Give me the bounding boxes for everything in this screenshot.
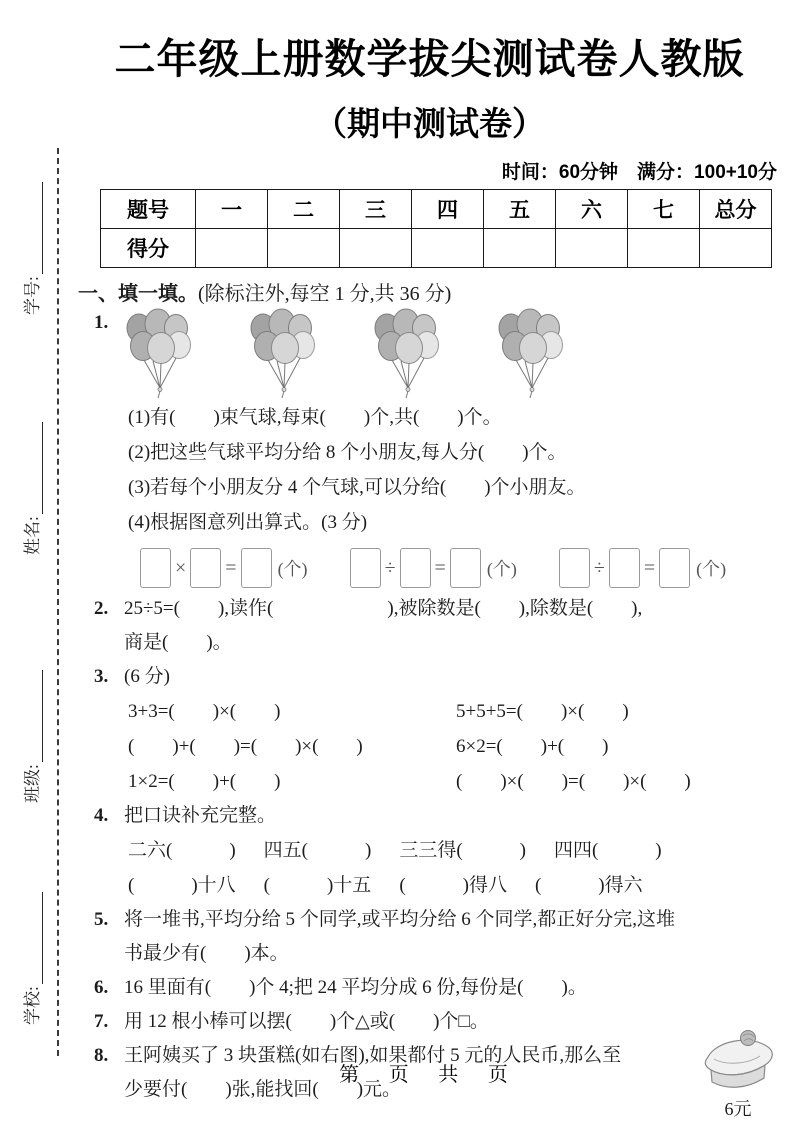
page-title: 二年级上册数学拔尖测试卷人教版: [114, 36, 745, 82]
question-3-equation: ( )×( )=( )×( ): [456, 771, 691, 792]
mnemonic-blank: 四五( ): [263, 840, 372, 861]
question-2-number: 2.: [94, 598, 109, 619]
question-3-equation: 1×2=( )+( ): [128, 771, 281, 792]
exam-meta: 时间：60分钟 满分：100+10分: [501, 162, 777, 183]
question-3-row-3: [128, 764, 779, 799]
score-cell: [196, 229, 268, 268]
score-col-6: 六: [556, 190, 628, 229]
score-col-7: 七: [628, 190, 700, 229]
score-col-5: 五: [484, 190, 556, 229]
balloon-images-row: [124, 308, 566, 400]
paper-content: [78, 0, 779, 1119]
question-2-text: 25÷5=( ),读作( ),被除数是( ),除数是( ),: [124, 598, 643, 619]
score-cell: [268, 229, 340, 268]
mnemonic-blank: 四四( ): [553, 840, 662, 861]
student-id-blank-line: [27, 182, 43, 274]
equation-unit: (个): [277, 559, 308, 579]
question-1-sub-2: (2)把这些气球平均分给 8 个小朋友,每人分( )个。: [128, 442, 567, 463]
question-7: [94, 1005, 779, 1039]
answer-box: [140, 548, 171, 588]
question-8-text: 王阿姨买了 3 块蛋糕(如右图),如果都付 5 元的人民币,那么至: [124, 1045, 622, 1066]
question-3-equation: 6×2=( )+( ): [456, 736, 609, 757]
score-row-label: 得分: [101, 229, 196, 268]
score-cell: [340, 229, 412, 268]
question-1-sub-4: (4)根据图意列出算式。(3 分): [128, 512, 368, 533]
score-col-total: 总分: [700, 190, 772, 229]
answer-box: [659, 548, 690, 588]
operator-equals: =: [434, 556, 446, 579]
question-4: [94, 799, 779, 833]
equation-group-divide-1: [346, 548, 517, 588]
question-1: [94, 306, 779, 400]
answer-box: [190, 548, 221, 588]
question-3-equation: ( )+( )=( )×( ): [128, 736, 363, 757]
student-name-label: 姓名:: [23, 516, 42, 555]
equation-group-divide-2: [555, 548, 726, 588]
answer-box: [450, 548, 481, 588]
score-cell: [700, 229, 772, 268]
question-3-number: 3.: [94, 666, 109, 687]
score-col-2: 二: [268, 190, 340, 229]
balloon-bunch-icon: [248, 308, 318, 400]
question-3-equation: 5+5+5=( )×( ): [456, 701, 629, 722]
score-table: [100, 189, 772, 268]
question-3-row-2: [128, 729, 779, 764]
student-id-field: [17, 115, 43, 315]
question-3-points: (6 分): [124, 666, 170, 687]
operator-equals: =: [225, 556, 237, 579]
answer-box: [609, 548, 640, 588]
operator-divide: ÷: [384, 556, 396, 579]
student-name-field: [17, 355, 43, 555]
question-3-equation: 3+3=( )×( ): [128, 701, 281, 722]
page-footer: 第 页 共 页: [339, 1064, 520, 1086]
section-1-heading-note: (除标注外,每空 1 分,共 36 分): [198, 283, 452, 305]
mnemonic-blank: ( )十八: [128, 875, 236, 896]
question-1-number: 1.: [94, 312, 109, 333]
section-1-heading: [78, 277, 779, 306]
score-table-corner: 题号: [101, 190, 196, 229]
cake-price-label: 6元: [724, 1099, 752, 1119]
question-7-text: 用 12 根小棒可以摆( )个△或( )个□。: [124, 1011, 489, 1032]
mnemonic-blank: ( )得八: [399, 875, 507, 896]
mnemonic-blank: 三三得( ): [399, 840, 526, 861]
question-6: [94, 971, 779, 1005]
score-cell: [412, 229, 484, 268]
question-6-number: 6.: [94, 977, 109, 998]
page-subtitle: （期中测试卷）: [314, 105, 545, 142]
mnemonic-blank: 二六( ): [128, 840, 236, 861]
answer-box: [241, 548, 272, 588]
question-2: [94, 592, 779, 626]
score-table-header-row: [101, 190, 772, 229]
student-id-label: 学号:: [23, 276, 42, 315]
question-1-equation-row: [136, 548, 779, 588]
school-field: [17, 825, 43, 1025]
question-3: [94, 660, 779, 694]
mnemonic-blank: ( )得六: [534, 875, 643, 896]
equation-group-multiply: [136, 548, 308, 588]
score-cell: [628, 229, 700, 268]
question-7-number: 7.: [94, 1011, 109, 1032]
section-1-heading-title: 一、填一填。: [78, 283, 198, 305]
equation-unit: (个): [486, 559, 517, 579]
question-4-row-1: [128, 833, 779, 868]
score-col-3: 三: [340, 190, 412, 229]
equation-unit: (个): [696, 559, 727, 579]
class-field: [17, 603, 43, 803]
class-label: 班级:: [23, 764, 42, 803]
question-6-text: 16 里面有( )个 4;把 24 平均分成 6 份,每份是( )。: [124, 977, 587, 998]
school-blank-line: [27, 892, 43, 984]
score-cell: [556, 229, 628, 268]
score-cell: [484, 229, 556, 268]
question-5-text-line-2: 书最少有( )本。: [124, 943, 289, 964]
question-2-text-line-2: 商是( )。: [124, 632, 232, 653]
school-label: 学校:: [23, 986, 42, 1025]
question-3-row-1: [128, 694, 779, 729]
fold-dashed-line: [57, 148, 59, 1056]
balloon-bunch-icon: [372, 308, 442, 400]
score-table-score-row: [101, 229, 772, 268]
operator-divide: ÷: [593, 556, 605, 579]
balloon-bunch-icon: [124, 308, 194, 400]
operator-multiply: ×: [175, 556, 187, 579]
score-col-1: 一: [196, 190, 268, 229]
question-8-number: 8.: [94, 1045, 109, 1066]
question-5: [94, 903, 779, 937]
student-name-blank-line: [27, 422, 43, 514]
mnemonic-blank: ( )十五: [263, 875, 372, 896]
balloon-bunch-icon: [496, 308, 566, 400]
answer-box: [350, 548, 381, 588]
question-5-text: 将一堆书,平均分给 5 个同学,或平均分给 6 个同学,都正好分完,这堆: [124, 909, 676, 930]
question-4-text: 把口诀补充完整。: [124, 805, 277, 826]
question-4-row-2: [128, 868, 779, 903]
score-col-4: 四: [412, 190, 484, 229]
class-blank-line: [27, 670, 43, 762]
question-4-number: 4.: [94, 805, 109, 826]
question-5-number: 5.: [94, 909, 109, 930]
question-8-text-line-2: 少要付( )张,能找回( )元。: [124, 1079, 402, 1100]
answer-box: [400, 548, 431, 588]
question-1-sub-3: (3)若每个小朋友分 4 个气球,可以分给( )个小朋友。: [128, 477, 586, 498]
question-1-sub-1: (1)有( )束气球,每束( )个,共( )个。: [128, 407, 502, 428]
operator-equals: =: [643, 556, 656, 579]
answer-box: [559, 548, 590, 588]
